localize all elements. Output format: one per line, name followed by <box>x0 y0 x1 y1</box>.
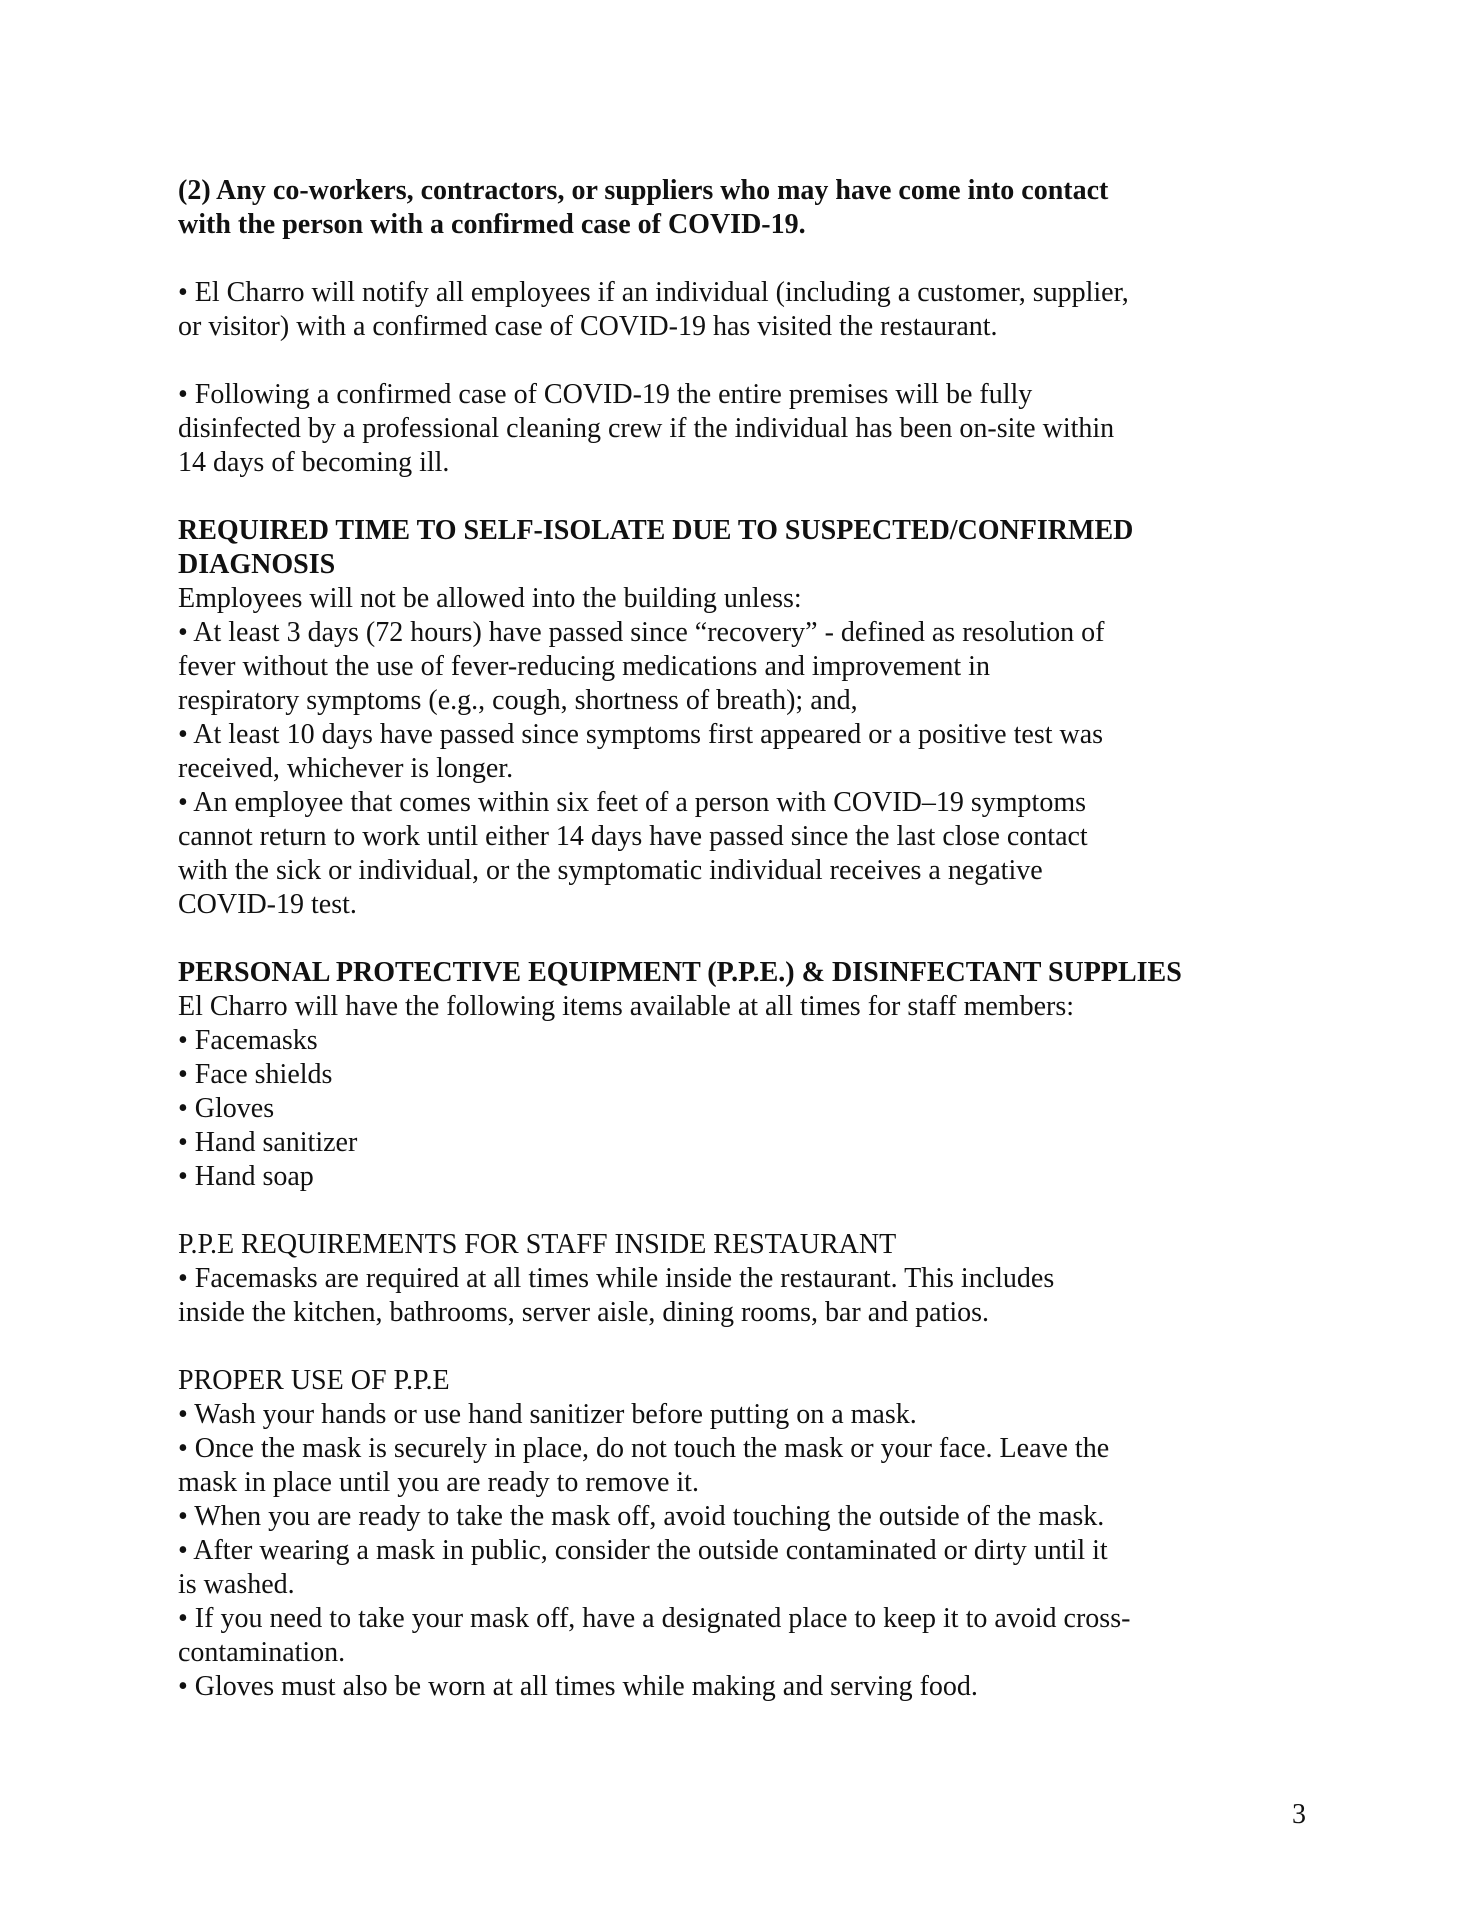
text-line: inside the kitchen, bathrooms, server aisle, dining rooms, bar and patios. <box>178 1297 990 1328</box>
bullet-line: • Face shields <box>178 1059 333 1090</box>
text-line: (2) Any co-workers, contractors, or suppliers who may have come into contact <box>178 175 1109 206</box>
section-heading <box>178 174 1310 242</box>
text-line: P.P.E REQUIREMENTS FOR STAFF INSIDE RESTAURANT <box>178 1229 897 1260</box>
text-line: PERSONAL PROTECTIVE EQUIPMENT (P.P.E.) & DISINFECTANT SUPPLIES <box>178 957 1182 988</box>
bullet-line: • Once the mask is securely in place, do not touch the mask or your face. Leave the <box>178 1433 1110 1464</box>
bullet-line: • When you are ready to take the mask off, avoid touching the outside of the mask. <box>178 1501 1105 1532</box>
paragraph <box>178 990 1310 1194</box>
text-line: with the sick or individual, or the symptomatic individual receives a negative <box>178 855 1043 886</box>
paragraph <box>178 378 1310 480</box>
paragraph <box>178 1228 1310 1330</box>
bullet-line: • Gloves must also be worn at all times while making and serving food. <box>178 1671 978 1702</box>
bullet-line: • Facemasks <box>178 1025 318 1056</box>
text-line: disinfected by a professional cleaning crew if the individual has been on-site within <box>178 413 1115 444</box>
text-line: COVID-19 test. <box>178 889 357 920</box>
paragraph-spacer <box>178 1194 1310 1228</box>
paragraph <box>178 276 1310 344</box>
section-heading <box>178 514 1310 582</box>
paragraph <box>178 1364 1310 1704</box>
text-line: PROPER USE OF P.P.E <box>178 1365 450 1396</box>
paragraph-spacer <box>178 242 1310 276</box>
bullet-line: • Hand sanitizer <box>178 1127 358 1158</box>
bullet-line: • At least 3 days (72 hours) have passed since “recovery” - defined as resolution of <box>178 617 1105 648</box>
text-line: mask in place until you are ready to remove it. <box>178 1467 699 1498</box>
bullet-line: • Wash your hands or use hand sanitizer before putting on a mask. <box>178 1399 917 1430</box>
page-number: 3 <box>1292 1799 1306 1830</box>
paragraph-spacer <box>178 1330 1310 1364</box>
bullet-line: • Gloves <box>178 1093 275 1124</box>
document-content <box>178 174 1310 1704</box>
text-line: or visitor) with a confirmed case of COVID-19 has visited the restaurant. <box>178 311 998 342</box>
text-line: Employees will not be allowed into the building unless: <box>178 583 802 614</box>
text-line: 14 days of becoming ill. <box>178 447 450 478</box>
text-line: received, whichever is longer. <box>178 753 514 784</box>
paragraph-spacer <box>178 922 1310 956</box>
section-heading <box>178 956 1310 990</box>
bullet-line: • Hand soap <box>178 1161 314 1192</box>
text-line: is washed. <box>178 1569 295 1600</box>
paragraph-spacer <box>178 480 1310 514</box>
text-line: REQUIRED TIME TO SELF-ISOLATE DUE TO SUSPECTED/CONFIRMED <box>178 515 1134 546</box>
paragraph-spacer <box>178 344 1310 378</box>
text-line: fever without the use of fever-reducing medications and improvement in <box>178 651 990 682</box>
text-line: DIAGNOSIS <box>178 549 336 580</box>
bullet-line: • At least 10 days have passed since symptoms first appeared or a positive test was <box>178 719 1104 750</box>
bullet-line: • Following a confirmed case of COVID-19 the entire premises will be fully <box>178 379 1033 410</box>
text-line: cannot return to work until either 14 days have passed since the last close contact <box>178 821 1088 852</box>
text-line: contamination. <box>178 1637 346 1668</box>
bullet-line: • If you need to take your mask off, have a designated place to keep it to avoid cross- <box>178 1603 1131 1634</box>
text-line: with the person with a confirmed case of COVID-19. <box>178 209 806 240</box>
bullet-line: • After wearing a mask in public, consider the outside contaminated or dirty until it <box>178 1535 1108 1566</box>
bullet-line: • An employee that comes within six feet of a person with COVID–19 symptoms <box>178 787 1087 818</box>
text-line: respiratory symptoms (e.g., cough, shortness of breath); and, <box>178 685 858 716</box>
paragraph <box>178 582 1310 922</box>
bullet-line: • Facemasks are required at all times while inside the restaurant. This includes <box>178 1263 1055 1294</box>
bullet-line: • El Charro will notify all employees if an individual (including a customer, supplier, <box>178 277 1129 308</box>
text-line: El Charro will have the following items available at all times for staff members: <box>178 991 1075 1022</box>
